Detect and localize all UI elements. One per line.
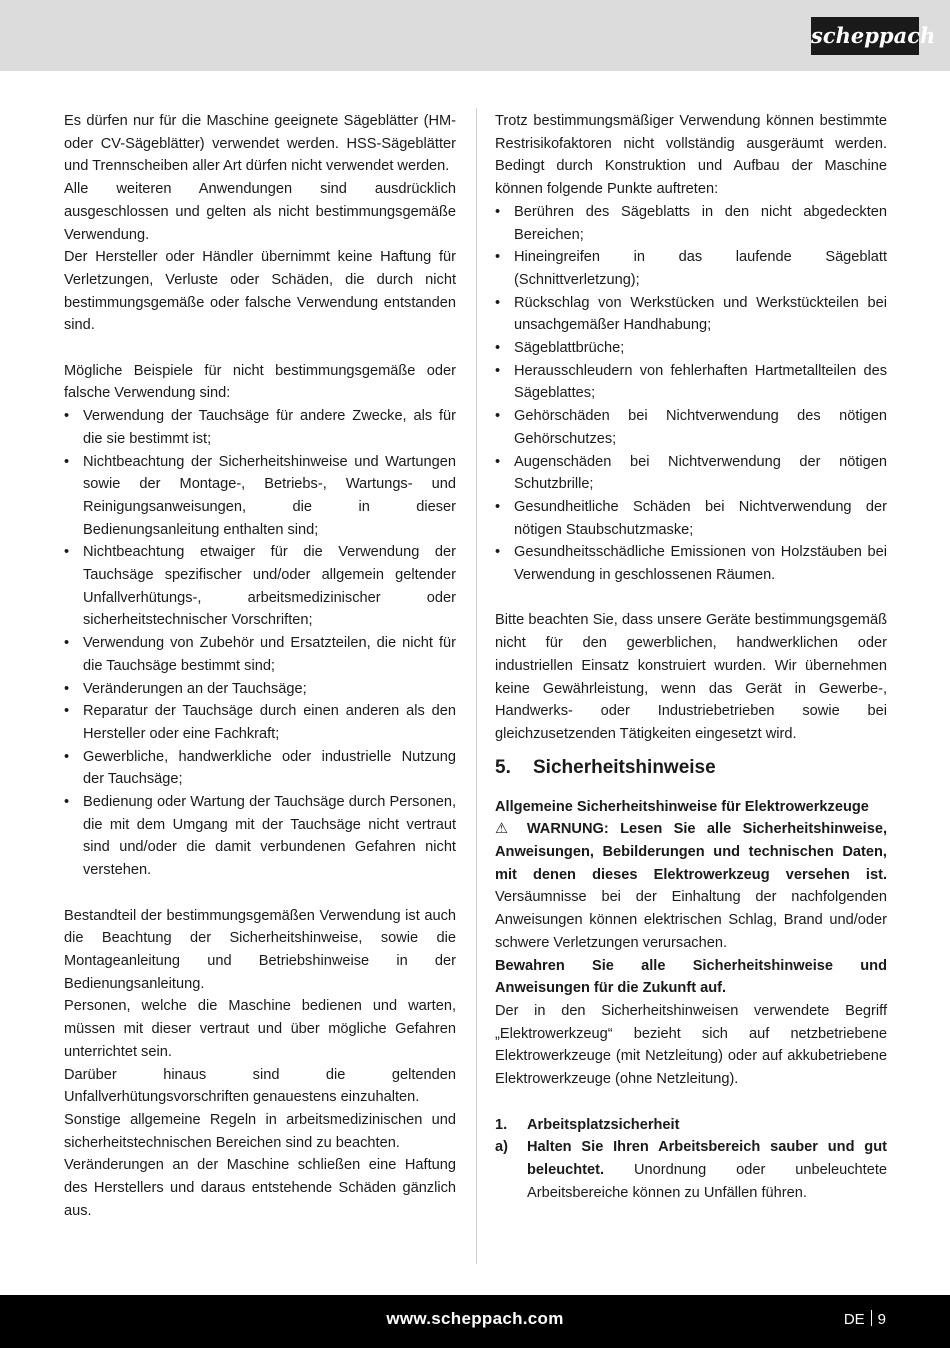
list-item: • Verwendung der Tauchsäge für andere Zwecke, als für die sie bestimmt ist;	[64, 405, 456, 450]
numbered-heading	[495, 1114, 887, 1137]
item-title: Arbeitsplatzsicherheit	[527, 1116, 680, 1133]
lettered-item	[495, 1136, 887, 1204]
paragraph: Trotz bestimmungsmäßiger Verwendung können bestimmte Restrisikofaktoren nicht vollständig ausgeräumt werden. Bedingt durch Konstruktion und Aufbau der Maschine können folgende Punkte auftreten:	[495, 113, 887, 198]
warning-icon: ⚠	[495, 821, 516, 838]
list-item: • Hineingreifen in das laufende Sägeblatt (Schnittverletzung);	[495, 246, 887, 291]
paragraph: Personen, welche die Maschine bedienen und warten, müssen mit dieser vertraut und über mögliche Gefahren unterrichtet sein.	[64, 998, 456, 1060]
column-divider	[476, 108, 477, 1264]
list-item: • Gesundheitliche Schäden bei Nichtverwendung der nötigen Staubschutzmaske;	[495, 496, 887, 541]
list-item: • Nichtbeachtung etwaiger für die Verwendung der Tauchsäge spezifischer und/oder allgemein geltender Unfallverhütungs-, arbeitsmedizinischer oder sicherheitstechnischer Vorschriften;	[64, 541, 456, 632]
page-number: 9	[877, 1311, 886, 1328]
paragraph: Es dürfen nur für die Maschine geeignete Sägeblätter (HM- oder CV-Sägeblätter) verwendet werden. HSS-Sägeblätter und Trennscheiben aller Art dürfen nicht verwendet werden.	[64, 113, 456, 175]
footer-bar	[0, 1295, 950, 1348]
list-item: • Verwendung von Zubehör und Ersatzteilen, die nicht für die Tauchsäge bestimmt sind;	[64, 632, 456, 677]
page-separator	[871, 1310, 872, 1326]
warning-text: Versäumnisse bei der Einhaltung der nachfolgenden Anweisungen können elektrischen Schlag, Brand und/oder schwere Verletzungen verursachen.	[495, 889, 887, 951]
list-item: • Bedienung oder Wartung der Tauchsäge durch Personen, die mit dem Umgang mit der Tauchsäge nicht vertraut sind und/oder die damit verbundenen Gefahren nicht verstehen.	[64, 791, 456, 882]
scheppach-logo: scheppach	[811, 17, 919, 55]
paragraph: Veränderungen an der Maschine schließen eine Haftung des Herstellers und daraus entstehende Schäden gänzlich aus.	[64, 1157, 456, 1219]
list-item: • Augenschäden bei Nichtverwendung der nötigen Schutzbrille;	[495, 451, 887, 496]
list-item: • Veränderungen an der Tauchsäge;	[64, 678, 456, 701]
paragraph: Der Hersteller oder Händler übernimmt keine Haftung für Verletzungen, Verluste oder Schäden, die durch nicht bestimmungsgemäße oder falsche Verwendung entstanden sind.	[64, 249, 456, 334]
risk-list	[495, 201, 887, 587]
left-column	[64, 110, 456, 1222]
list-item: • Rückschlag von Werkstücken und Werkstückteilen bei unsachgemäßer Handhabung;	[495, 292, 887, 337]
paragraph: Darüber hinaus sind die geltenden Unfallverhütungsvorschriften genauestens einzuhalten.	[64, 1066, 456, 1106]
item-text: Unordnung oder unbeleuchtete Arbeitsbereiche können zu Unfällen führen.	[527, 1161, 887, 1201]
item-number: 1.	[495, 1116, 508, 1133]
language-code: DE	[843, 1311, 865, 1328]
item-bold-text: Halten Sie Ihren Arbeitsbereich sauber und gut beleuchtet.	[527, 1139, 887, 1178]
section-title: Sicherheitshinweise	[533, 756, 716, 778]
subheading: Allgemeine Sicherheitshinweise für Elektrowerkzeuge	[495, 798, 869, 815]
list-item: • Herausschleudern von fehlerhaften Hartmetallteilen des Sägeblattes;	[495, 360, 887, 405]
paragraph: Alle weiteren Anwendungen sind ausdrücklich ausgeschlossen und gelten als nicht bestimmungsgemäße Verwendung.	[64, 181, 456, 243]
header-bar	[0, 0, 950, 71]
list-item: • Berühren des Sägeblatts in den nicht abgedeckten Bereichen;	[495, 201, 887, 246]
website-url: www.scheppach.com	[386, 1309, 564, 1328]
list-item: • Gesundheitsschädliche Emissionen von Holzstäuben bei Verwendung in geschlossenen Räumen.	[495, 541, 887, 586]
section-number: 5.	[495, 756, 511, 778]
list-item: • Nichtbeachtung der Sicherheitshinweise und Wartungen sowie der Montage-, Betriebs-, Wartungs- und Reinigungsanweisungen, die in dieser Bedienungsanleitung enthalten sind;	[64, 451, 456, 542]
list-item: • Sägeblattbrüche;	[495, 337, 887, 360]
list-item: • Gehörschäden bei Nichtverwendung des nötigen Gehörschutzes;	[495, 405, 887, 450]
right-column	[495, 110, 887, 1204]
warning-paragraph	[495, 818, 887, 954]
page-indicator	[844, 1310, 886, 1328]
paragraph: Bitte beachten Sie, dass unsere Geräte bestimmungsgemäß nicht für den gewerblichen, handwerklichen oder industriellen Einsatz konstruiert wurden. Wir übernehmen keine Gewährleistung, wenn das Gerät in Gewerbe-, Handwerks- oder Industriebetrieben sowie bei gleichzusetzenden Tätigkeiten eingesetzt wird.	[495, 612, 887, 742]
misuse-list	[64, 405, 456, 882]
keep-instructions: Bewahren Sie alle Sicherheitshinweise und Anweisungen für die Zukunft auf.	[495, 957, 887, 997]
paragraph: Mögliche Beispiele für nicht bestimmungsgemäße oder falsche Verwendung sind:	[64, 362, 456, 402]
warning-bold-text: WARNUNG: Lesen Sie alle Sicherheitshinweise, Anweisungen, Bebilderungen und technischen Daten, mit denen dieses Elektrowerkzeug versehen ist.	[495, 821, 888, 883]
paragraph: Sonstige allgemeine Regeln in arbeitsmedizinischen und sicherheitstechnischen Bereichen sind zu beachten.	[64, 1111, 456, 1151]
paragraph: Bestandteil der bestimmungsgemäßen Verwendung ist auch die Beachtung der Sicherheitshinweise, sowie die Montageanleitung und Betriebshinweise in der Bedienungsanleitung.	[64, 907, 456, 992]
list-item: • Reparatur der Tauchsäge durch einen anderen als den Hersteller oder eine Fachkraft;	[64, 700, 456, 745]
item-letter: a)	[495, 1139, 508, 1156]
paragraph: Der in den Sicherheitshinweisen verwendete Begriff „Elektrowerkzeug“ bezieht sich auf netzbetriebene Elektrowerkzeuge (mit Netzleitung) oder auf akkubetriebene Elektrowerkzeuge (ohne Netzleitung).	[495, 1003, 887, 1088]
list-item: • Gewerbliche, handwerkliche oder industrielle Nutzung der Tauchsäge;	[64, 746, 456, 791]
section-heading	[495, 756, 887, 780]
